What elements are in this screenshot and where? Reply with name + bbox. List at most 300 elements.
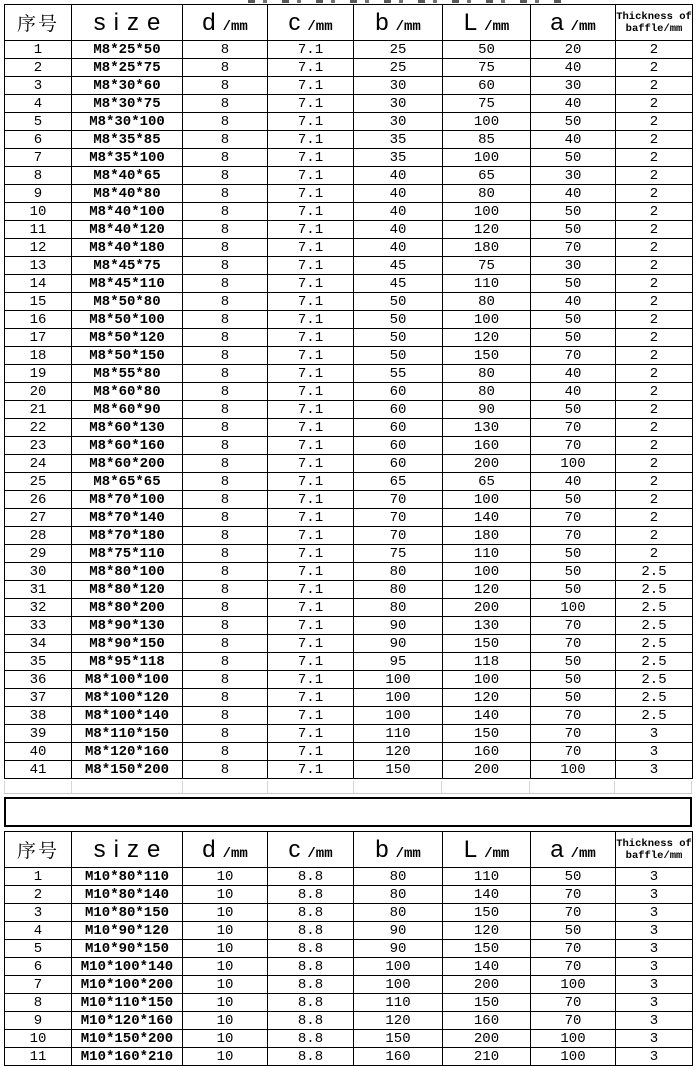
cell-size: M8*50*120 xyxy=(72,329,183,347)
cell-size: M8*30*75 xyxy=(72,95,183,113)
cell-d: 8 xyxy=(183,437,268,455)
spec-table-m8 xyxy=(4,4,693,779)
cell-thickness: 2 xyxy=(616,545,693,563)
cell-size: M8*30*100 xyxy=(72,113,183,131)
cell-L: 120 xyxy=(443,221,531,239)
cell-L: 120 xyxy=(443,329,531,347)
cell-d: 8 xyxy=(183,59,268,77)
table-row xyxy=(5,1048,693,1066)
cell-thickness: 2 xyxy=(616,347,693,365)
cell-thickness: 2 xyxy=(616,239,693,257)
cell-d: 8 xyxy=(183,527,268,545)
col-letter: a xyxy=(550,835,564,863)
table-row xyxy=(5,904,693,922)
cell-thickness: 2 xyxy=(616,59,693,77)
cell-b: 95 xyxy=(354,653,443,671)
cell-a: 70 xyxy=(531,617,616,635)
cell-c: 8.8 xyxy=(268,994,354,1012)
cell-L: 80 xyxy=(443,293,531,311)
col-header-size xyxy=(72,5,183,41)
cell-d: 8 xyxy=(183,95,268,113)
cell-thickness: 2 xyxy=(616,365,693,383)
table-row xyxy=(5,563,693,581)
cell-c: 8.8 xyxy=(268,940,354,958)
cell-d: 8 xyxy=(183,131,268,149)
col-header-index xyxy=(5,832,72,868)
cell-a: 50 xyxy=(531,653,616,671)
cell-d: 10 xyxy=(183,922,268,940)
cell-b: 110 xyxy=(354,725,443,743)
cell-thickness: 2.5 xyxy=(616,635,693,653)
cell-b: 40 xyxy=(354,239,443,257)
cell-size: M8*120*160 xyxy=(72,743,183,761)
cell-L: 160 xyxy=(443,743,531,761)
cell-thickness: 2.5 xyxy=(616,671,693,689)
table-row xyxy=(5,617,693,635)
table-row xyxy=(5,167,693,185)
cell-d: 8 xyxy=(183,491,268,509)
table-row xyxy=(5,41,693,59)
cell-a: 50 xyxy=(531,275,616,293)
cell-d: 8 xyxy=(183,545,268,563)
cell-size: M8*150*200 xyxy=(72,761,183,779)
cell-a: 50 xyxy=(531,689,616,707)
cell-a: 50 xyxy=(531,113,616,131)
col-unit: /mm xyxy=(222,845,248,862)
cell-c: 7.1 xyxy=(268,761,354,779)
cell-c: 8.8 xyxy=(268,868,354,886)
col-header-label: size xyxy=(93,835,169,863)
cell-b: 50 xyxy=(354,347,443,365)
cell-b: 90 xyxy=(354,940,443,958)
cell-thickness: 3 xyxy=(616,868,693,886)
cell-thickness: 3 xyxy=(616,940,693,958)
cell-L: 120 xyxy=(443,689,531,707)
cell-size: M8*40*180 xyxy=(72,239,183,257)
cell-b: 90 xyxy=(354,635,443,653)
cell-size: M8*40*80 xyxy=(72,185,183,203)
empty-grid-cell xyxy=(615,781,692,793)
cell-b: 65 xyxy=(354,473,443,491)
cell-index: 1 xyxy=(5,41,72,59)
cell-index: 3 xyxy=(5,77,72,95)
empty-grid-cell xyxy=(530,781,615,793)
cell-a: 70 xyxy=(531,239,616,257)
cell-index: 19 xyxy=(5,365,72,383)
col-header-a xyxy=(531,832,616,868)
cell-L: 100 xyxy=(443,491,531,509)
col-unit: /mm xyxy=(222,18,248,35)
cell-size: M10*80*150 xyxy=(72,904,183,922)
cell-c: 7.1 xyxy=(268,437,354,455)
cell-b: 50 xyxy=(354,329,443,347)
table-row xyxy=(5,473,693,491)
cell-thickness: 2.5 xyxy=(616,581,693,599)
cell-a: 40 xyxy=(531,293,616,311)
cell-thickness: 2 xyxy=(616,401,693,419)
cell-b: 60 xyxy=(354,455,443,473)
cell-b: 75 xyxy=(354,545,443,563)
cell-d: 8 xyxy=(183,455,268,473)
cell-c: 7.1 xyxy=(268,581,354,599)
cell-c: 7.1 xyxy=(268,77,354,95)
cell-L: 160 xyxy=(443,437,531,455)
cell-d: 8 xyxy=(183,347,268,365)
cell-thickness: 2 xyxy=(616,257,693,275)
cell-d: 8 xyxy=(183,689,268,707)
cell-b: 45 xyxy=(354,275,443,293)
cell-thickness: 3 xyxy=(616,1030,693,1048)
cell-index: 2 xyxy=(5,59,72,77)
table-row xyxy=(5,545,693,563)
cell-d: 8 xyxy=(183,581,268,599)
table-row xyxy=(5,365,693,383)
table-row xyxy=(5,95,693,113)
cell-d: 8 xyxy=(183,185,268,203)
cell-thickness: 3 xyxy=(616,922,693,940)
cell-d: 8 xyxy=(183,599,268,617)
cell-thickness: 2 xyxy=(616,203,693,221)
table-row xyxy=(5,383,693,401)
cell-L: 140 xyxy=(443,958,531,976)
cell-size: M8*65*65 xyxy=(72,473,183,491)
cell-L: 118 xyxy=(443,653,531,671)
cell-c: 8.8 xyxy=(268,922,354,940)
cell-index: 11 xyxy=(5,221,72,239)
col-header-label: 序号 xyxy=(16,14,59,35)
table-row xyxy=(5,743,693,761)
cell-c: 7.1 xyxy=(268,257,354,275)
col-header-label: Thickness of baffle/mm xyxy=(616,10,692,35)
cell-L: 200 xyxy=(443,599,531,617)
cell-d: 8 xyxy=(183,509,268,527)
table-row xyxy=(5,707,693,725)
cell-thickness: 2 xyxy=(616,527,693,545)
cell-c: 7.1 xyxy=(268,473,354,491)
cell-a: 50 xyxy=(531,581,616,599)
cell-a: 70 xyxy=(531,904,616,922)
cell-index: 5 xyxy=(5,113,72,131)
cell-index: 25 xyxy=(5,473,72,491)
cell-thickness: 3 xyxy=(616,994,693,1012)
cell-a: 70 xyxy=(531,994,616,1012)
cell-a: 50 xyxy=(531,329,616,347)
table-row xyxy=(5,59,693,77)
cell-index: 22 xyxy=(5,419,72,437)
col-unit: /mm xyxy=(484,18,510,35)
cell-a: 70 xyxy=(531,707,616,725)
cell-b: 80 xyxy=(354,886,443,904)
cell-index: 24 xyxy=(5,455,72,473)
cell-index: 34 xyxy=(5,635,72,653)
cell-thickness: 2 xyxy=(616,491,693,509)
cell-b: 100 xyxy=(354,707,443,725)
cell-L: 80 xyxy=(443,383,531,401)
table-row xyxy=(5,149,693,167)
cell-a: 40 xyxy=(531,95,616,113)
cell-a: 70 xyxy=(531,958,616,976)
cell-c: 7.1 xyxy=(268,563,354,581)
cell-c: 7.1 xyxy=(268,347,354,365)
cell-b: 70 xyxy=(354,527,443,545)
cell-c: 7.1 xyxy=(268,311,354,329)
col-unit: /mm xyxy=(307,845,333,862)
cell-thickness: 2.5 xyxy=(616,707,693,725)
cell-size: M10*150*200 xyxy=(72,1030,183,1048)
cell-thickness: 2 xyxy=(616,275,693,293)
cell-thickness: 2 xyxy=(616,419,693,437)
cell-thickness: 2 xyxy=(616,113,693,131)
cell-a: 50 xyxy=(531,311,616,329)
table-row xyxy=(5,311,693,329)
cell-size: M8*50*150 xyxy=(72,347,183,365)
cell-size: M8*80*120 xyxy=(72,581,183,599)
cell-b: 35 xyxy=(354,149,443,167)
col-unit: /mm xyxy=(570,845,596,862)
cell-index: 10 xyxy=(5,203,72,221)
cell-c: 8.8 xyxy=(268,1030,354,1048)
cell-index: 13 xyxy=(5,257,72,275)
cell-L: 80 xyxy=(443,185,531,203)
cell-index: 5 xyxy=(5,940,72,958)
cell-c: 7.1 xyxy=(268,59,354,77)
cell-L: 140 xyxy=(443,707,531,725)
cell-thickness: 2 xyxy=(616,329,693,347)
cell-index: 11 xyxy=(5,1048,72,1066)
cell-a: 70 xyxy=(531,419,616,437)
cell-index: 6 xyxy=(5,131,72,149)
cell-thickness: 2 xyxy=(616,221,693,239)
col-header-c xyxy=(268,832,354,868)
cell-L: 75 xyxy=(443,59,531,77)
cell-a: 100 xyxy=(531,455,616,473)
cell-thickness: 2 xyxy=(616,509,693,527)
cell-a: 30 xyxy=(531,257,616,275)
cell-b: 70 xyxy=(354,509,443,527)
cell-a: 70 xyxy=(531,886,616,904)
cell-a: 100 xyxy=(531,761,616,779)
cell-b: 40 xyxy=(354,167,443,185)
col-header-d xyxy=(183,5,268,41)
cell-L: 50 xyxy=(443,41,531,59)
col-letter: d xyxy=(202,8,216,36)
cell-a: 20 xyxy=(531,41,616,59)
col-letter: b xyxy=(375,835,389,863)
cell-index: 8 xyxy=(5,167,72,185)
col-unit: /mm xyxy=(395,845,421,862)
cell-b: 50 xyxy=(354,311,443,329)
cell-a: 100 xyxy=(531,1030,616,1048)
cell-index: 4 xyxy=(5,922,72,940)
cell-b: 80 xyxy=(354,581,443,599)
cell-d: 10 xyxy=(183,940,268,958)
cell-b: 80 xyxy=(354,563,443,581)
table-row xyxy=(5,599,693,617)
cell-size: M10*160*210 xyxy=(72,1048,183,1066)
cell-thickness: 2 xyxy=(616,149,693,167)
col-header-b xyxy=(354,5,443,41)
cell-thickness: 3 xyxy=(616,761,693,779)
table-row xyxy=(5,131,693,149)
cell-L: 65 xyxy=(443,473,531,491)
col-letter: a xyxy=(550,8,564,36)
cell-size: M8*80*100 xyxy=(72,563,183,581)
table-row xyxy=(5,886,693,904)
cell-c: 8.8 xyxy=(268,904,354,922)
col-letter: L xyxy=(463,835,478,863)
cell-c: 7.1 xyxy=(268,221,354,239)
cell-b: 45 xyxy=(354,257,443,275)
cell-thickness: 2 xyxy=(616,131,693,149)
cell-c: 7.1 xyxy=(268,293,354,311)
cell-a: 100 xyxy=(531,1048,616,1066)
col-unit: /mm xyxy=(307,18,333,35)
cell-thickness: 3 xyxy=(616,886,693,904)
cell-index: 26 xyxy=(5,491,72,509)
table-row xyxy=(5,347,693,365)
empty-merged-row xyxy=(4,797,692,827)
cell-b: 25 xyxy=(354,59,443,77)
cell-a: 50 xyxy=(531,491,616,509)
cell-size: M8*60*130 xyxy=(72,419,183,437)
cell-a: 40 xyxy=(531,131,616,149)
cell-d: 8 xyxy=(183,293,268,311)
cell-c: 7.1 xyxy=(268,185,354,203)
cell-size: M8*50*100 xyxy=(72,311,183,329)
cell-thickness: 2 xyxy=(616,167,693,185)
cell-d: 8 xyxy=(183,203,268,221)
cell-d: 10 xyxy=(183,1012,268,1030)
cell-thickness: 2 xyxy=(616,185,693,203)
cell-size: M8*70*140 xyxy=(72,509,183,527)
cell-size: M10*90*150 xyxy=(72,940,183,958)
cell-c: 7.1 xyxy=(268,383,354,401)
col-header-label: 序号 xyxy=(16,841,59,862)
cell-b: 150 xyxy=(354,1030,443,1048)
cell-a: 70 xyxy=(531,1012,616,1030)
col-letter: c xyxy=(288,8,301,36)
cell-a: 70 xyxy=(531,743,616,761)
col-header-a xyxy=(531,5,616,41)
cell-c: 7.1 xyxy=(268,545,354,563)
cell-b: 80 xyxy=(354,904,443,922)
cell-size: M8*90*150 xyxy=(72,635,183,653)
cell-b: 80 xyxy=(354,599,443,617)
cell-a: 100 xyxy=(531,976,616,994)
cell-L: 65 xyxy=(443,167,531,185)
cell-L: 150 xyxy=(443,347,531,365)
cell-c: 7.1 xyxy=(268,671,354,689)
cell-b: 160 xyxy=(354,1048,443,1066)
cell-d: 10 xyxy=(183,868,268,886)
cell-index: 4 xyxy=(5,95,72,113)
cell-thickness: 2 xyxy=(616,77,693,95)
cell-d: 8 xyxy=(183,167,268,185)
cell-c: 8.8 xyxy=(268,1048,354,1066)
cell-size: M8*50*80 xyxy=(72,293,183,311)
cell-d: 8 xyxy=(183,707,268,725)
cell-thickness: 2 xyxy=(616,293,693,311)
cell-d: 8 xyxy=(183,77,268,95)
cell-b: 80 xyxy=(354,868,443,886)
cell-L: 90 xyxy=(443,401,531,419)
table-row xyxy=(5,275,693,293)
cell-d: 8 xyxy=(183,329,268,347)
cell-index: 39 xyxy=(5,725,72,743)
cell-L: 75 xyxy=(443,257,531,275)
cell-d: 8 xyxy=(183,113,268,131)
cell-L: 130 xyxy=(443,617,531,635)
cell-c: 7.1 xyxy=(268,743,354,761)
cell-b: 30 xyxy=(354,95,443,113)
col-header-thickness xyxy=(616,5,693,41)
cell-a: 50 xyxy=(531,563,616,581)
cell-thickness: 2 xyxy=(616,95,693,113)
cell-a: 50 xyxy=(531,203,616,221)
cell-d: 8 xyxy=(183,383,268,401)
col-header-L xyxy=(443,832,531,868)
col-header-size xyxy=(72,832,183,868)
table-row xyxy=(5,509,693,527)
cell-L: 140 xyxy=(443,509,531,527)
cell-d: 8 xyxy=(183,275,268,293)
empty-grid-cell xyxy=(268,781,354,793)
empty-grid-cell xyxy=(354,781,443,793)
col-unit: /mm xyxy=(484,845,510,862)
cell-c: 7.1 xyxy=(268,239,354,257)
table-row xyxy=(5,437,693,455)
cell-index: 33 xyxy=(5,617,72,635)
cell-thickness: 2 xyxy=(616,41,693,59)
cell-a: 40 xyxy=(531,59,616,77)
col-letter: L xyxy=(463,8,478,36)
cell-L: 80 xyxy=(443,365,531,383)
cell-size: M8*60*160 xyxy=(72,437,183,455)
header-row xyxy=(5,832,693,868)
cell-size: M8*45*75 xyxy=(72,257,183,275)
cell-L: 180 xyxy=(443,527,531,545)
cell-L: 60 xyxy=(443,77,531,95)
cell-size: M8*75*110 xyxy=(72,545,183,563)
empty-grid-cell xyxy=(72,781,183,793)
cell-thickness: 3 xyxy=(616,904,693,922)
empty-grid-strip xyxy=(4,781,692,794)
cell-c: 7.1 xyxy=(268,365,354,383)
cell-c: 8.8 xyxy=(268,976,354,994)
cell-index: 18 xyxy=(5,347,72,365)
cell-size: M8*110*150 xyxy=(72,725,183,743)
cell-L: 200 xyxy=(443,1030,531,1048)
cell-b: 90 xyxy=(354,922,443,940)
cell-d: 10 xyxy=(183,886,268,904)
cell-thickness: 3 xyxy=(616,743,693,761)
cell-size: M10*110*150 xyxy=(72,994,183,1012)
cell-size: M10*80*110 xyxy=(72,868,183,886)
cell-size: M8*40*100 xyxy=(72,203,183,221)
cell-d: 8 xyxy=(183,239,268,257)
col-header-thickness xyxy=(616,832,693,868)
cell-c: 7.1 xyxy=(268,419,354,437)
cell-thickness: 2.5 xyxy=(616,617,693,635)
cell-index: 16 xyxy=(5,311,72,329)
table-row xyxy=(5,868,693,886)
cell-size: M8*90*130 xyxy=(72,617,183,635)
cell-index: 9 xyxy=(5,1012,72,1030)
cell-a: 50 xyxy=(531,221,616,239)
cell-size: M8*100*120 xyxy=(72,689,183,707)
cell-index: 7 xyxy=(5,149,72,167)
cell-b: 40 xyxy=(354,185,443,203)
